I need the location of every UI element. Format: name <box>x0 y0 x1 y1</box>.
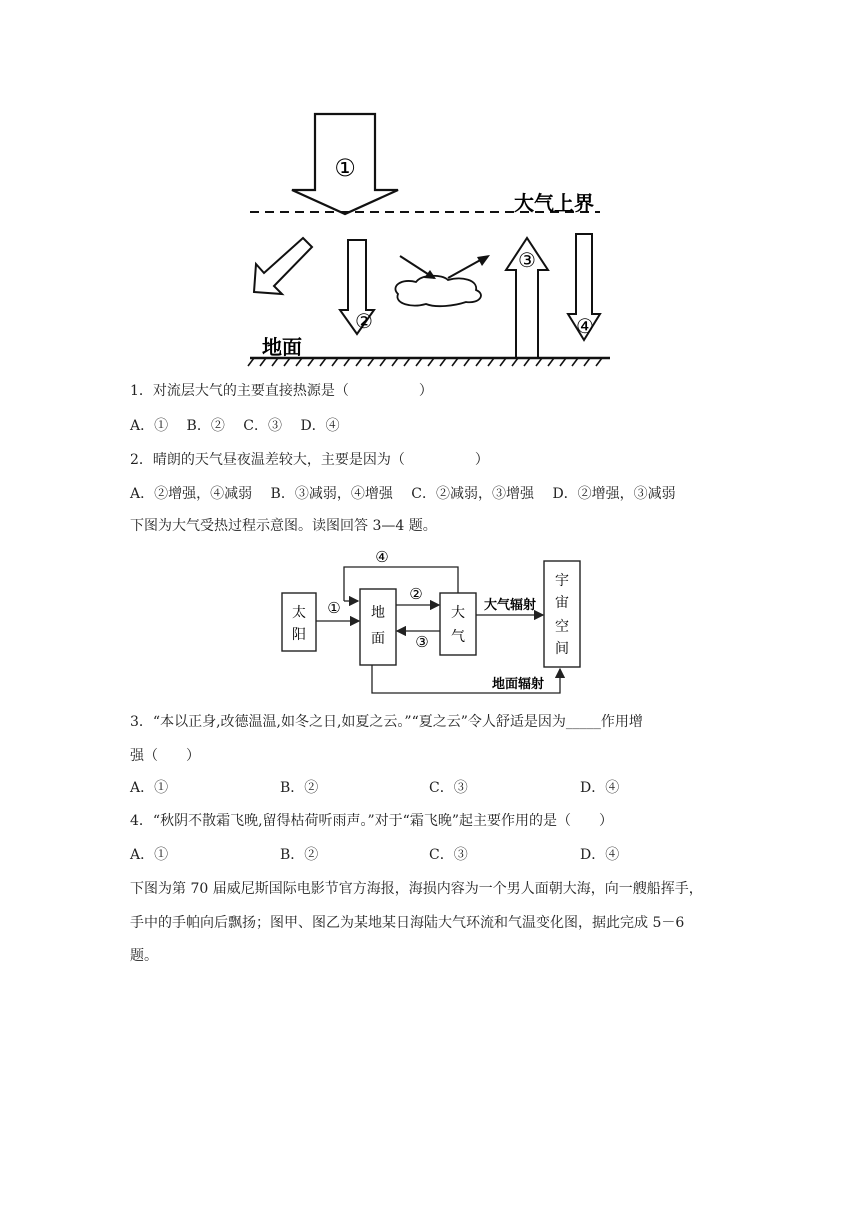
question-2-options: A．②增强，④减弱 B．③减弱，④增强 C．②减弱，③增强 D．②增强，③减弱 <box>130 486 676 502</box>
question-4-option-d: D．④ <box>580 847 620 863</box>
radiation-diagram <box>240 108 620 368</box>
intro-5-6-line-1: 下图为第 70 届威尼斯国际电影节官方海报，海损内容为一个男人面朝大海，向一艘船挥手， <box>130 881 703 897</box>
marker-4: ④ <box>576 314 594 338</box>
atmosphere-char-2: 气 <box>451 629 465 645</box>
intro-3-4: 下图为大气受热过程示意图。读图回答 3—4 题。 <box>130 518 437 534</box>
intro-5-6-line-3: 题。 <box>130 948 158 964</box>
ground-char-1: 地 <box>371 605 385 621</box>
space-char-4: 间 <box>555 641 569 657</box>
question-3-line-2: 强（ ） <box>130 748 200 764</box>
ground-box <box>360 589 396 665</box>
upper-atmosphere-label: 大气上界 <box>514 191 594 215</box>
question-3-option-d: D．④ <box>580 780 620 796</box>
question-3-option-b: B．② <box>280 780 319 796</box>
question-4: 4．“秋阴不散霜飞晚,留得枯荷听雨声。”对于“霜飞晚”起主要作用的是（ ） <box>130 813 613 829</box>
question-3-line-1: 3．“本以正身,改德温温,如冬之日,如夏之云。”“夏之云”令人舒适是因为_____作用增 <box>130 714 643 730</box>
space-char-3: 空 <box>555 619 569 635</box>
ground-radiation-label: 地面辐射 <box>491 677 545 692</box>
reflected-arrow <box>254 238 312 294</box>
question-1-options: A．① B．② C．③ D．④ <box>130 418 340 434</box>
atmosphere-char-1: 大 <box>451 605 465 621</box>
marker-1: ① <box>334 154 356 182</box>
sun-char-2: 阳 <box>292 627 306 643</box>
space-char-2: 宙 <box>555 595 569 611</box>
question-3-option-c: C．③ <box>429 780 468 796</box>
question-4-option-a: A．① <box>130 847 169 863</box>
marker-3: ③ <box>518 248 536 272</box>
flow-marker-2: ② <box>409 585 423 603</box>
ground-char-2: 面 <box>371 631 385 647</box>
ground-label: 地面 <box>262 335 302 359</box>
intro-5-6-line-2: 手中的手帕向后飘扬；图甲、图乙为某地某日海陆大气环流和气温变化图，据此完成 5－6 <box>130 915 685 931</box>
atmosphere-radiation-label: 大气辐射 <box>483 598 537 613</box>
question-1: 1．对流层大气的主要直接热源是（ ） <box>130 383 433 399</box>
flow-marker-3: ③ <box>415 633 429 651</box>
question-2: 2．晴朗的天气昼夜温差较大，主要是因为（ ） <box>130 452 489 468</box>
question-4-option-c: C．③ <box>429 847 468 863</box>
question-4-option-b: B．② <box>280 847 319 863</box>
heating-process-diagram <box>276 545 586 697</box>
marker-2: ② <box>355 309 373 333</box>
flow-marker-1: ① <box>327 599 341 617</box>
cloud-shape <box>395 276 481 306</box>
sun-char-1: 太 <box>292 605 306 621</box>
space-char-1: 宇 <box>555 573 569 589</box>
atmosphere-box <box>440 593 476 655</box>
flow-marker-4: ④ <box>375 548 389 566</box>
question-3-option-a: A．① <box>130 780 169 796</box>
